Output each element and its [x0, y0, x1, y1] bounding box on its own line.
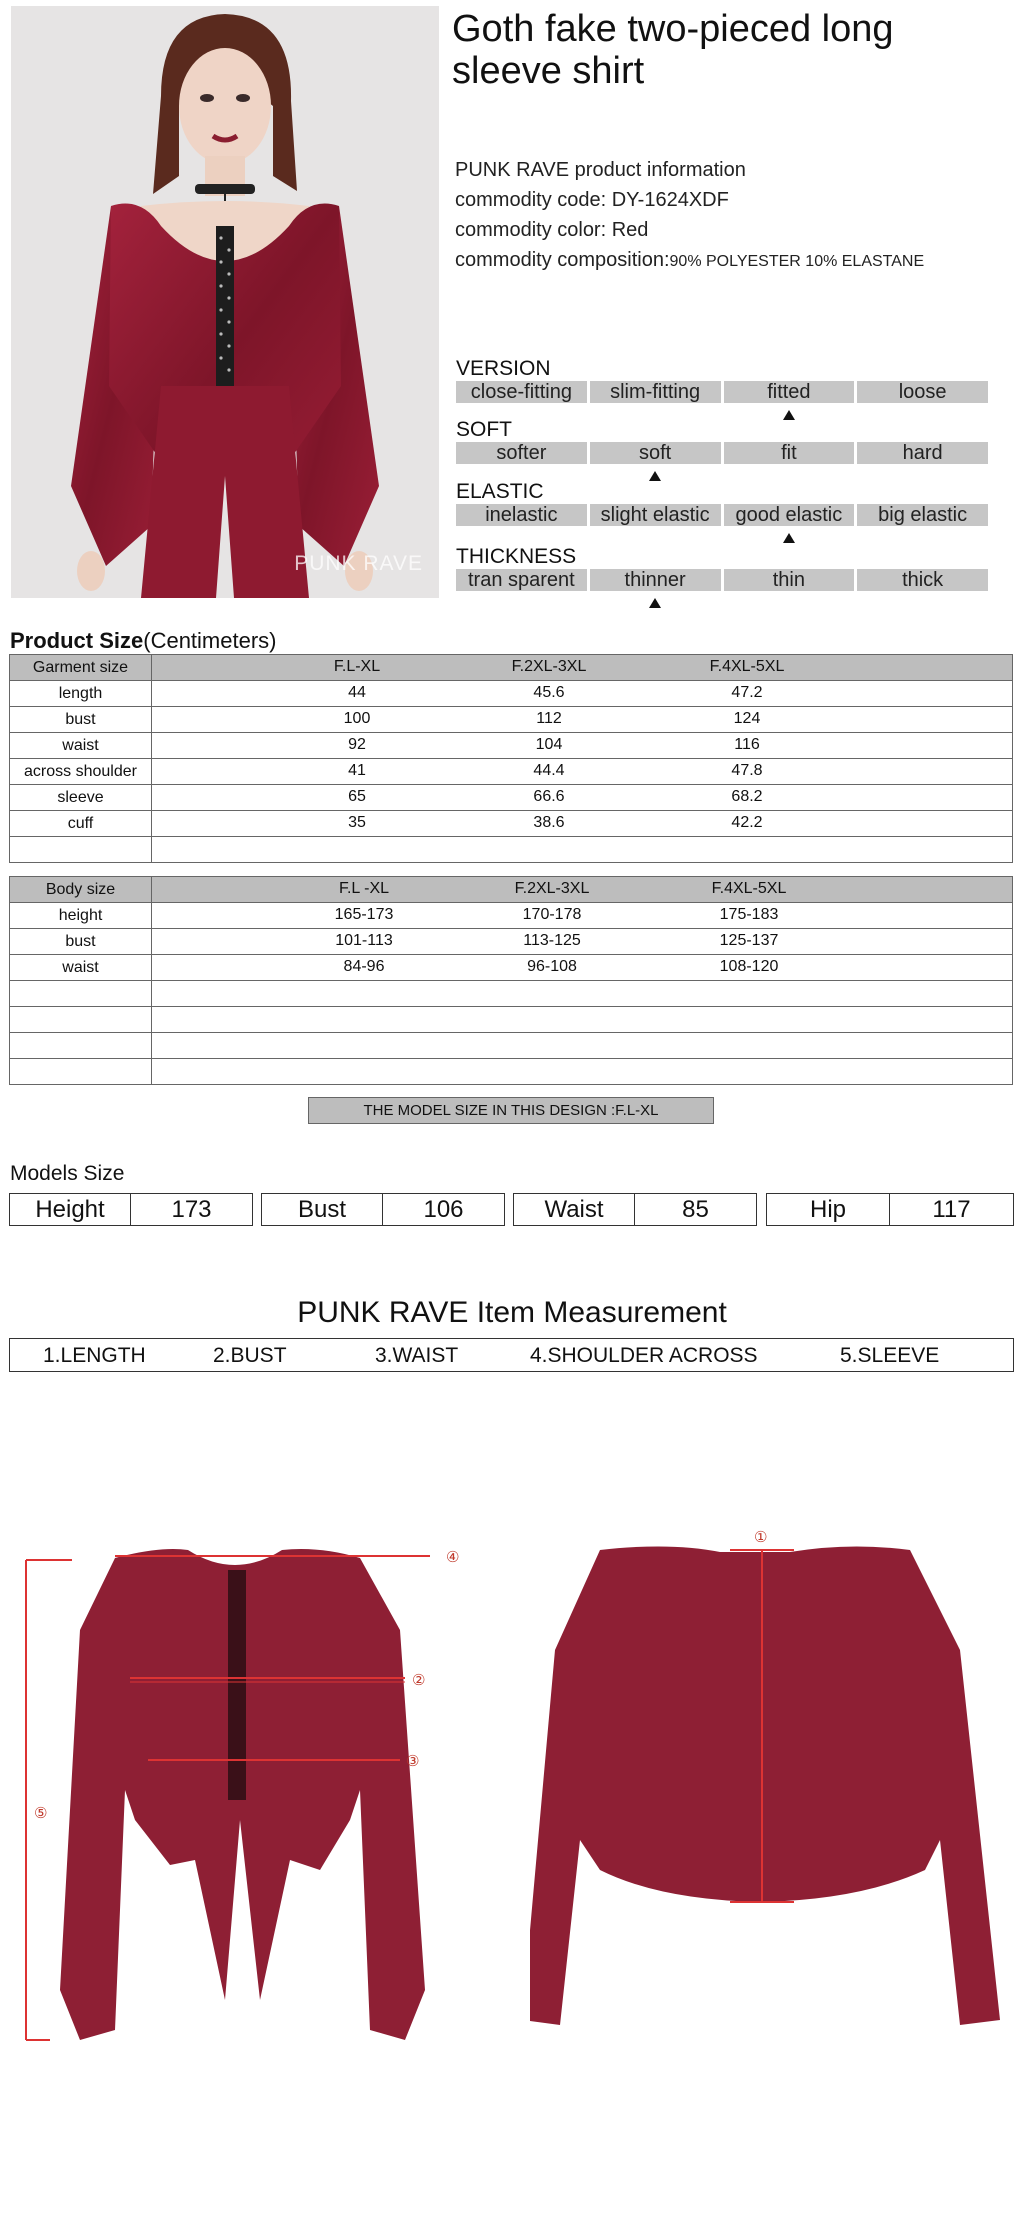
table-row-empty	[10, 1059, 1013, 1085]
attribute-label: SOFT	[456, 418, 512, 441]
photo-watermark: PUNK RAVE	[294, 552, 423, 575]
table-header-label: Garment size	[10, 655, 152, 681]
table-cell: 44	[348, 684, 366, 701]
table-cell: 170-178	[522, 906, 582, 923]
table-cell: 47.8	[731, 762, 763, 779]
commodity-composition-label: commodity composition:	[455, 249, 670, 271]
marker-shoulder: ④	[446, 1548, 460, 1566]
model-measure-value: 106	[423, 1196, 464, 1223]
body-size-table	[9, 876, 1013, 1085]
selected-indicator-soft	[649, 471, 661, 481]
marker-bust: ②	[412, 1671, 426, 1689]
table-cell: 116	[734, 736, 760, 753]
attribute-label: THICKNESS	[456, 545, 577, 568]
table-row	[10, 929, 1013, 955]
row-label: across shoulder	[10, 759, 152, 785]
model-measure-value: 117	[932, 1196, 971, 1223]
row-label: height	[10, 903, 152, 929]
attribute-label: VERSION	[456, 357, 551, 380]
commodity-code-value: DY-1624XDF	[611, 189, 729, 211]
model-height	[9, 1193, 253, 1226]
size-header: F.2XL-3XL	[514, 880, 590, 897]
model-waist	[513, 1193, 757, 1226]
table-cell: 38.6	[533, 814, 565, 831]
front-lacing	[228, 1570, 246, 1800]
commodity-code-label: commodity code:	[455, 189, 607, 211]
measurement-item: 3.WAIST	[375, 1344, 459, 1367]
model-measure-label: Hip	[767, 1194, 890, 1225]
attribute-option: thinner	[590, 569, 721, 591]
table-row-empty	[10, 981, 1013, 1007]
commodity-composition-value: 90% POLYESTER 10% ELASTANE	[669, 253, 925, 270]
attribute-option: fitted	[724, 381, 855, 403]
product-size-heading	[10, 628, 277, 654]
table-row	[10, 681, 1013, 707]
attribute-option: softer	[456, 442, 587, 464]
table-cell: 66.6	[533, 788, 565, 805]
attribute-option: good elastic	[724, 504, 855, 526]
attribute-option: slight elastic	[590, 504, 721, 526]
table-row	[10, 903, 1013, 929]
measurement-title: PUNK RAVE Item Measurement	[297, 1296, 727, 1329]
table-header-label: Body size	[10, 877, 152, 903]
garment-back-shape	[530, 1546, 1000, 2025]
size-header: F.L -XL	[338, 880, 390, 897]
table-cell: 108-120	[719, 958, 779, 975]
garment-front-diagram	[20, 1520, 490, 2060]
attribute-label: ELASTIC	[456, 480, 544, 503]
model-hip	[766, 1193, 1014, 1226]
size-header: F.L-XL	[333, 658, 381, 675]
selected-indicator-thickness	[649, 598, 661, 608]
table-row-empty	[10, 1007, 1013, 1033]
table-row	[10, 785, 1013, 811]
commodity-color-label: commodity color:	[455, 219, 607, 241]
table-cell: 124	[733, 710, 761, 727]
attribute-version	[456, 358, 988, 403]
table-cell: 125-137	[719, 932, 779, 949]
table-row	[10, 955, 1013, 981]
row-label: cuff	[10, 811, 152, 837]
table-cell: 35	[348, 814, 366, 831]
product-title: Goth fake two-pieced long sleeve shirt	[452, 8, 894, 92]
table-row	[10, 733, 1013, 759]
measurement-item: 1.LENGTH	[43, 1344, 146, 1367]
measurement-item: 2.BUST	[213, 1344, 287, 1367]
model-photo	[11, 6, 439, 598]
attribute-option: fit	[724, 442, 855, 464]
table-header-row	[10, 877, 1013, 903]
model-illustration	[11, 6, 439, 598]
selected-indicator-elastic	[783, 533, 795, 543]
table-cell: 175-183	[719, 906, 779, 923]
row-label: bust	[10, 707, 152, 733]
attribute-option: slim-fitting	[590, 381, 721, 403]
size-header: F.2XL-3XL	[511, 658, 587, 675]
row-label: bust	[10, 929, 152, 955]
commodity-code	[455, 185, 924, 215]
table-cell: 68.2	[731, 788, 763, 805]
table-cell: 112	[536, 710, 562, 727]
table-row-empty	[10, 1033, 1013, 1059]
models-size-title: Models Size	[10, 1162, 125, 1185]
size-header: F.4XL-5XL	[709, 658, 785, 675]
attribute-option: thin	[724, 569, 855, 591]
size-header: F.4XL-5XL	[711, 880, 787, 897]
attribute-option: soft	[590, 442, 721, 464]
row-label: length	[10, 681, 152, 707]
marker-length: ①	[754, 1528, 768, 1546]
table-cell: 47.2	[731, 684, 763, 701]
garment-size-table	[9, 654, 1013, 863]
table-row	[10, 759, 1013, 785]
table-row	[10, 707, 1013, 733]
model-bust	[261, 1193, 505, 1226]
table-cell: 113-125	[523, 932, 581, 949]
table-cell: 42.2	[731, 814, 763, 831]
commodity-composition	[455, 245, 924, 277]
table-cell: 84-96	[343, 958, 385, 975]
selected-indicator-version	[783, 410, 795, 420]
garment-back-diagram	[530, 1520, 1000, 2060]
model-measure-label: Height	[10, 1194, 131, 1225]
table-cell: 41	[348, 762, 366, 779]
model-measure-value: 173	[171, 1196, 212, 1223]
attribute-thickness	[456, 546, 988, 591]
table-header-row	[10, 655, 1013, 681]
table-cell: 45.6	[533, 684, 565, 701]
model-measure-label: Bust	[262, 1194, 383, 1225]
row-label: sleeve	[10, 785, 152, 811]
models-size-row	[9, 1193, 1014, 1226]
attribute-option: thick	[857, 569, 988, 591]
row-label: waist	[10, 955, 152, 981]
attribute-option: hard	[857, 442, 988, 464]
table-cell: 96-108	[527, 958, 577, 975]
row-label: waist	[10, 733, 152, 759]
measurement-item: 4.SHOULDER ACROSS	[530, 1344, 758, 1367]
table-cell: 101-113	[335, 932, 393, 949]
info-heading: PUNK RAVE product information	[455, 159, 746, 181]
attribute-soft	[456, 419, 988, 464]
attribute-elastic	[456, 481, 988, 526]
marker-waist: ③	[406, 1752, 420, 1770]
table-cell: 44.4	[533, 762, 565, 779]
product-size-unit: (Centimeters)	[143, 628, 277, 653]
model-measure-value: 85	[682, 1196, 709, 1223]
attribute-option: tran sparent	[456, 569, 587, 591]
table-cell: 92	[348, 736, 366, 753]
model-size-note: THE MODEL SIZE IN THIS DESIGN :F.L-XL	[308, 1097, 714, 1124]
model-measure-label: Waist	[514, 1194, 635, 1225]
attribute-option: inelastic	[456, 504, 587, 526]
table-row	[10, 811, 1013, 837]
attribute-option: close-fitting	[456, 381, 587, 403]
table-row-empty	[10, 837, 1013, 863]
measurement-item: 5.SLEEVE	[840, 1344, 940, 1367]
table-cell: 100	[343, 710, 371, 727]
product-size-title: Product Size	[10, 628, 144, 653]
marker-sleeve: ⑤	[34, 1804, 48, 1822]
table-cell: 165-173	[334, 906, 394, 923]
table-cell: 104	[535, 736, 563, 753]
commodity-color-value: Red	[611, 219, 649, 241]
measurement-legend	[9, 1338, 1014, 1372]
table-cell: 65	[348, 788, 366, 805]
product-info	[455, 155, 924, 277]
attribute-option: big elastic	[857, 504, 988, 526]
attribute-option: loose	[857, 381, 988, 403]
commodity-color	[455, 215, 924, 245]
